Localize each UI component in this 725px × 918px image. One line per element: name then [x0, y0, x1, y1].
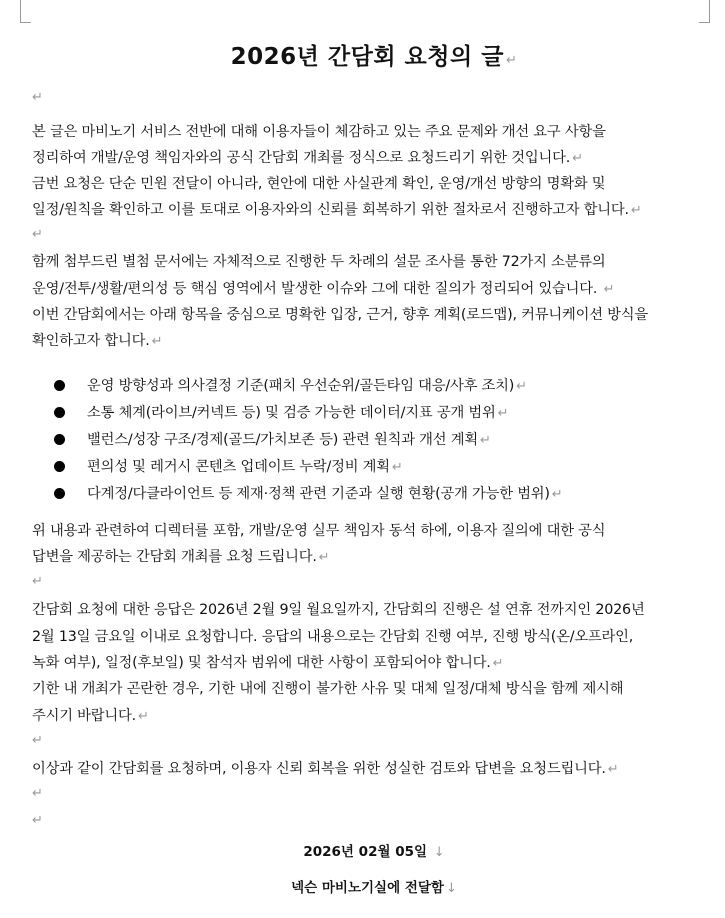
- document-title: 2026년 간담회 요청의 글 ↵: [230, 44, 518, 70]
- empty-paragraph: ↵: [32, 733, 43, 748]
- body-line: 녹화 여부), 일정(후보일) 및 참석자 범위에 대한 사항이 포함되어야 합니다. ↵: [32, 655, 504, 671]
- body-line: 일정/원칙을 확인하고 이를 토대로 이용자와의 신뢰를 회복하기 위한 절차로서 진행하고자 합니다. ↵: [32, 202, 642, 218]
- empty-paragraph: ↵: [32, 227, 43, 242]
- empty-paragraph: ↵: [32, 786, 43, 801]
- bullet-item: 운영 방향성과 의사결정 기준(패치 우선순위/골든타임 대응/사후 조치) ↵: [54, 375, 527, 395]
- body-line: 금번 요청은 단순 민원 전달이 아니라, 현안에 대한 사실관계 확인, 운영/개선 방향의 명확화 및: [32, 176, 606, 192]
- body-line: 2월 13일 금요일 이내로 요청합니다. 응답의 내용으로는 간담회 진행 여부, 진행 방식(온/오프라인,: [32, 629, 634, 645]
- bullet-dot-icon: [54, 407, 65, 418]
- bullet-item: 다계정/다클라이언트 등 제재·정책 관련 기준과 실행 현황(공개 가능한 범위) ↵: [54, 483, 563, 503]
- bullet-dot-icon: [54, 434, 65, 445]
- bullet-dot-icon: [54, 380, 65, 391]
- body-line: 함께 첨부드린 별첨 문서에는 자체적으로 진행한 두 차례의 설문 조사를 통한 72가지 소분류의: [32, 254, 606, 270]
- body-line: 정리하여 개발/운영 책임자와의 공식 간담회 개최를 정식으로 요청드리기 위한 것입니다. ↵: [32, 150, 583, 166]
- body-line: 위 내용과 관련하여 디렉터를 포함, 개발/운영 실무 책임자 동석 하에, 이용자 질의에 대한 공식: [32, 523, 606, 539]
- empty-paragraph: ↵: [32, 90, 43, 105]
- body-line: 확인하고자 합니다. ↵: [32, 333, 163, 349]
- empty-paragraph: ↵: [32, 813, 43, 828]
- page-corner-marker-right: [699, 0, 710, 23]
- document-recipient: 넥슨 마비노기실에 전달함 ↓: [291, 880, 457, 896]
- document-date: 2026년 02월 05일 ↓: [303, 844, 445, 860]
- bullet-item: 밸런스/성장 구조/경제(골드/가치보존 등) 관련 원칙과 개선 계획 ↵: [54, 429, 491, 449]
- body-line: 이상과 같이 간담회를 요청하며, 이용자 신뢰 회복을 위한 성실한 검토와 답변을 요청드립니다. ↵: [32, 761, 619, 777]
- bullet-dot-icon: [54, 461, 65, 472]
- body-line: 주시기 바랍니다. ↵: [32, 708, 149, 724]
- bullet-dot-icon: [54, 488, 65, 499]
- body-line: 이번 간담회에서는 아래 항목을 중심으로 명확한 입장, 근거, 향후 계획(로드맵), 커뮤니케이션 방식을: [32, 307, 649, 323]
- empty-paragraph: ↵: [32, 574, 43, 589]
- body-line: 간담회 요청에 대한 응답은 2026년 2월 9일 월요일까지, 간담회의 진행은 설 연휴 전까지인 2026년: [32, 602, 645, 618]
- page-corner-marker-left: [20, 0, 31, 23]
- body-line: 기한 내 개최가 곤란한 경우, 기한 내에 진행이 불가한 사유 및 대체 일정/대체 방식을 함께 제시해: [32, 681, 624, 697]
- body-line: 본 글은 마비노기 서비스 전반에 대해 이용자들이 체감하고 있는 주요 문제와 개선 요구 사항을: [32, 124, 606, 140]
- bullet-item: 편의성 및 레거시 콘텐츠 업데이트 누락/정비 계획 ↵: [54, 456, 403, 476]
- body-line: 운영/전투/생활/편의성 등 핵심 영역에서 발생한 이슈와 그에 대한 질의가 정리되어 있습니다. ↵: [32, 281, 615, 297]
- bullet-item: 소통 체계(라이브/커넥트 등) 및 검증 가능한 데이터/지표 공개 범위 ↵: [54, 402, 508, 422]
- body-line: 답변을 제공하는 간담회 개최를 요청 드립니다. ↵: [32, 549, 330, 565]
